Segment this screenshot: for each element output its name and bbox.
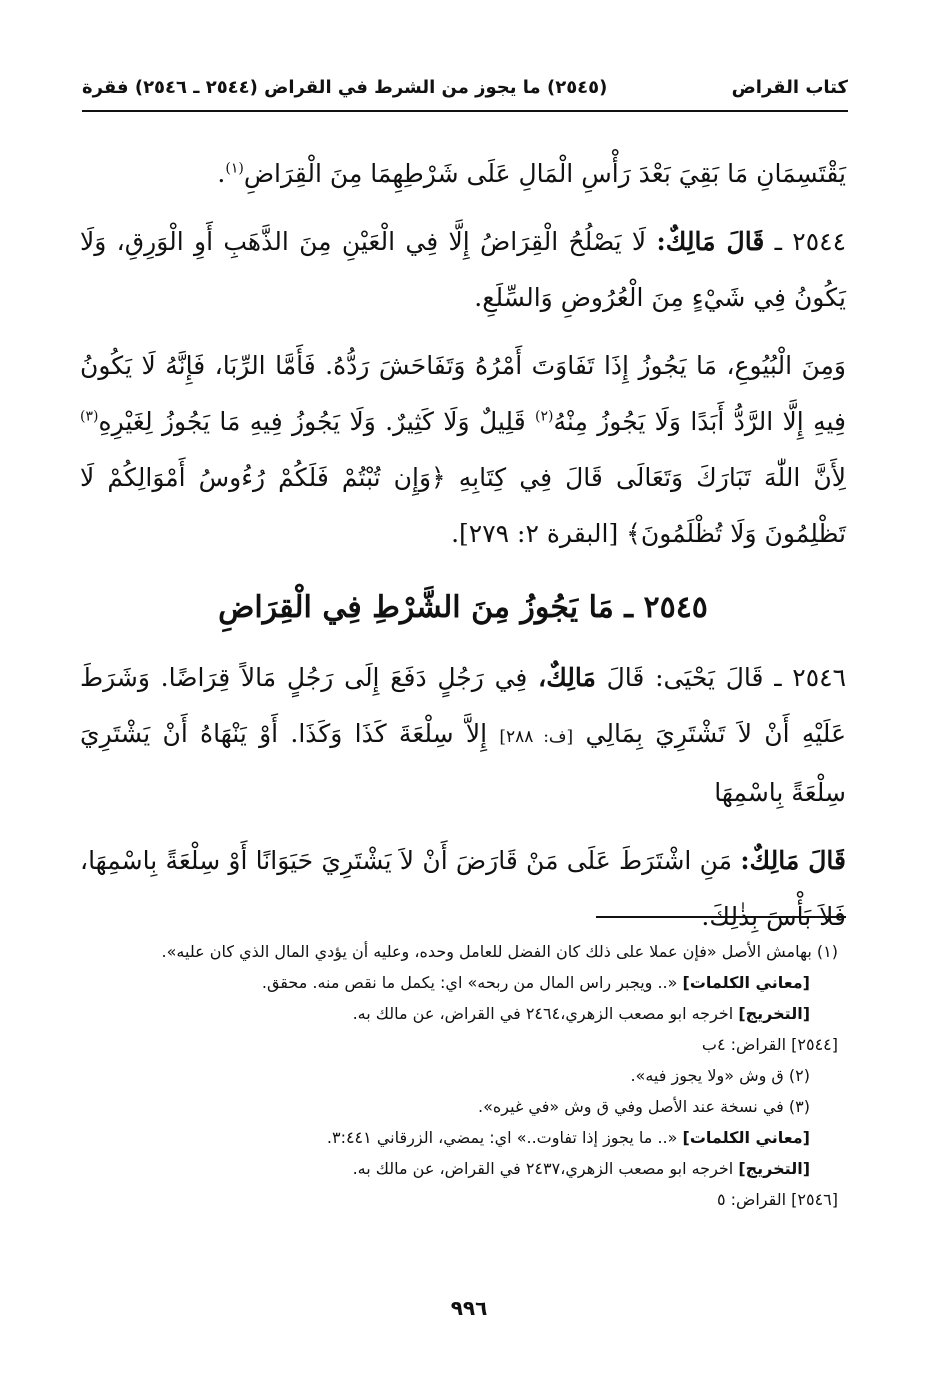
footnote-1-meanings — [80, 967, 838, 998]
header-book-title: كتاب القراض — [731, 76, 848, 98]
footnote-2: (٢) ق وش «ولا يجوز فيه». — [630, 1066, 810, 1085]
header-section-title: (٢٥٤٥) ما يجوز من الشرط في القراض (٢٥٤٤ ـ ٢٥٤٦) فقرة — [82, 76, 608, 98]
footnote-3-takhrij — [80, 1153, 838, 1184]
paragraph-text: قَلِيلٌ وَلَا كَثِيرٌ. وَلَا يَجُوزُ فِيهِ مَا يَجُوزُ لِغَيْرِهِ — [98, 407, 526, 436]
meanings-label: [معاني الكلمات] — [682, 1128, 810, 1147]
main-text — [80, 146, 846, 957]
header-divider — [82, 110, 848, 112]
speaker-label: قَالَ مَالِكٌ: — [656, 227, 765, 256]
footnote-marker: (٣) — [80, 408, 99, 425]
paragraph-text: إِلاَّ سِلْعَةَ كَذَا وَكَذَا. أَوْ يَنْهَاهُ أَنْ يَشْتَرِيَ سِلْعَةً بِاسْمِهَا — [80, 719, 846, 807]
paragraph-text: وَمِنَ الْبُيُوعِ، مَا يَجُوزُ إِذَا تَفَاوَتَ أَمْرُهُ وَتَفَاحَشَ رَدُّهُ. فَأَمَّا الرِّبَا، فَإِنَّهُ لَا يَكُونُ فِيهِ إِلَّا الرَّدُّ أَبَدًا وَلَا يَجُوزُ مِنْهُ — [80, 351, 847, 436]
page-number: ٩٩٦ — [450, 1296, 488, 1320]
paragraph-malik — [80, 833, 846, 945]
footnotes-section — [80, 936, 838, 1215]
running-header — [82, 70, 848, 104]
footnote-marker: (٢) — [535, 408, 554, 425]
paragraph-2546 — [80, 650, 846, 821]
footnote-3-meanings — [80, 1122, 838, 1153]
footnote-1-takhrij — [80, 998, 838, 1029]
page-reference: [ف: ٢٨٨] — [499, 727, 574, 747]
paragraph-text: مَنِ اشْتَرَطَ عَلَى مَنْ قَارَضَ أَنْ لاَ يَشْتَرِيَ حَيَوَانًا أَوْ سِلْعَةً بِاسْمِهَا، فَلاَ بَأْسَ بِذٰلِكَ. — [80, 846, 846, 931]
takhrij-label: [التخريج] — [738, 1159, 810, 1178]
reference-2544: [٢٥٤٤] القراض: ٤ب — [701, 1035, 838, 1054]
paragraph-text: لِأَنَّ اللّٰهَ تَبَارَكَ وَتَعَالَى قَالَ فِي كِتَابِهِ ﴿وَإِن تُبْتُمْ فَلَكُمْ رُءُوسُ أَمْوَالِكُمْ لَا تَظْلِمُونَ وَلَا تُظْلَمُونَ﴾ [البقرة ٢: ٢٧٩]. — [80, 463, 846, 548]
meanings-text: «.. ما يجوز إذا تفاوت..» اي: يمضي، الزرقاني ٣:٤٤١. — [326, 1128, 678, 1147]
footnote-marker: (١) — [225, 160, 244, 177]
takhrij-label: [التخريج] — [738, 1004, 810, 1023]
footnote-3: (٣) في نسخة عند الأصل وفي ق وش «في غيره». — [478, 1097, 810, 1116]
paragraph-text: ٢٥٤٦ ـ قَالَ يَحْيَى: قَالَ — [606, 663, 847, 692]
chapter-heading: ٢٥٤٥ ـ مَا يَجُوزُ مِنَ الشَّرْطِ فِي الْقِرَاضِ — [218, 590, 708, 625]
footnote-divider — [596, 916, 846, 918]
meanings-label: [معاني الكلمات] — [682, 973, 810, 992]
paragraph-continuation — [80, 146, 846, 202]
footnote-1: (١) بهامش الأصل «فإن عملا على ذلك كان الفضل للعامل وحده، وعليه أن يؤدي المال الذي كان عليه». — [161, 942, 838, 961]
paragraph-end: . — [217, 159, 226, 188]
paragraph-usury — [80, 338, 846, 562]
takhrij-text: اخرجه ابو مصعب الزهري،٢٤٦٤ في القراض، عن مالك به. — [352, 1004, 734, 1023]
paragraph-text: فِي رَجُلٍ دَفَعَ إِلَى رَجُلٍ مَالاً قِرَاضًا. وَشَرَطَ عَلَيْهِ أَنْ لاَ تَشْتَرِيَ بِمَالِي — [80, 663, 846, 748]
paragraph-number: ٢٥٤٤ ـ — [774, 227, 846, 256]
paragraph-2544 — [80, 214, 846, 326]
takhrij-text: اخرجه ابو مصعب الزهري،٢٤٣٧ في القراض، عن مالك به. — [352, 1159, 734, 1178]
paragraph-text: لَا يَصْلُحُ الْقِرَاضُ إِلَّا فِي الْعَيْنِ مِنَ الذَّهَبِ أَوِ الْوَرِقِ، وَلَا يَكُونُ فِي شَيْءٍ مِنَ الْعُرُوضِ وَالسِّلَعِ. — [80, 227, 846, 312]
reference-2546: [٢٥٤٦] القراض: ٥ — [716, 1190, 838, 1209]
speaker-label: مَالِكٌ، — [538, 663, 596, 692]
speaker-label: قَالَ مَالِكٌ: — [740, 846, 847, 875]
paragraph-text: يَقْتَسِمَانِ مَا بَقِيَ بَعْدَ رَأْسِ الْمَالِ عَلَى شَرْطِهِمَا مِنَ الْقِرَاضِ — [243, 159, 846, 188]
meanings-text: «.. ويجبر راس المال من ربحه» اي: يكمل ما نقص منه. محقق. — [261, 973, 678, 992]
